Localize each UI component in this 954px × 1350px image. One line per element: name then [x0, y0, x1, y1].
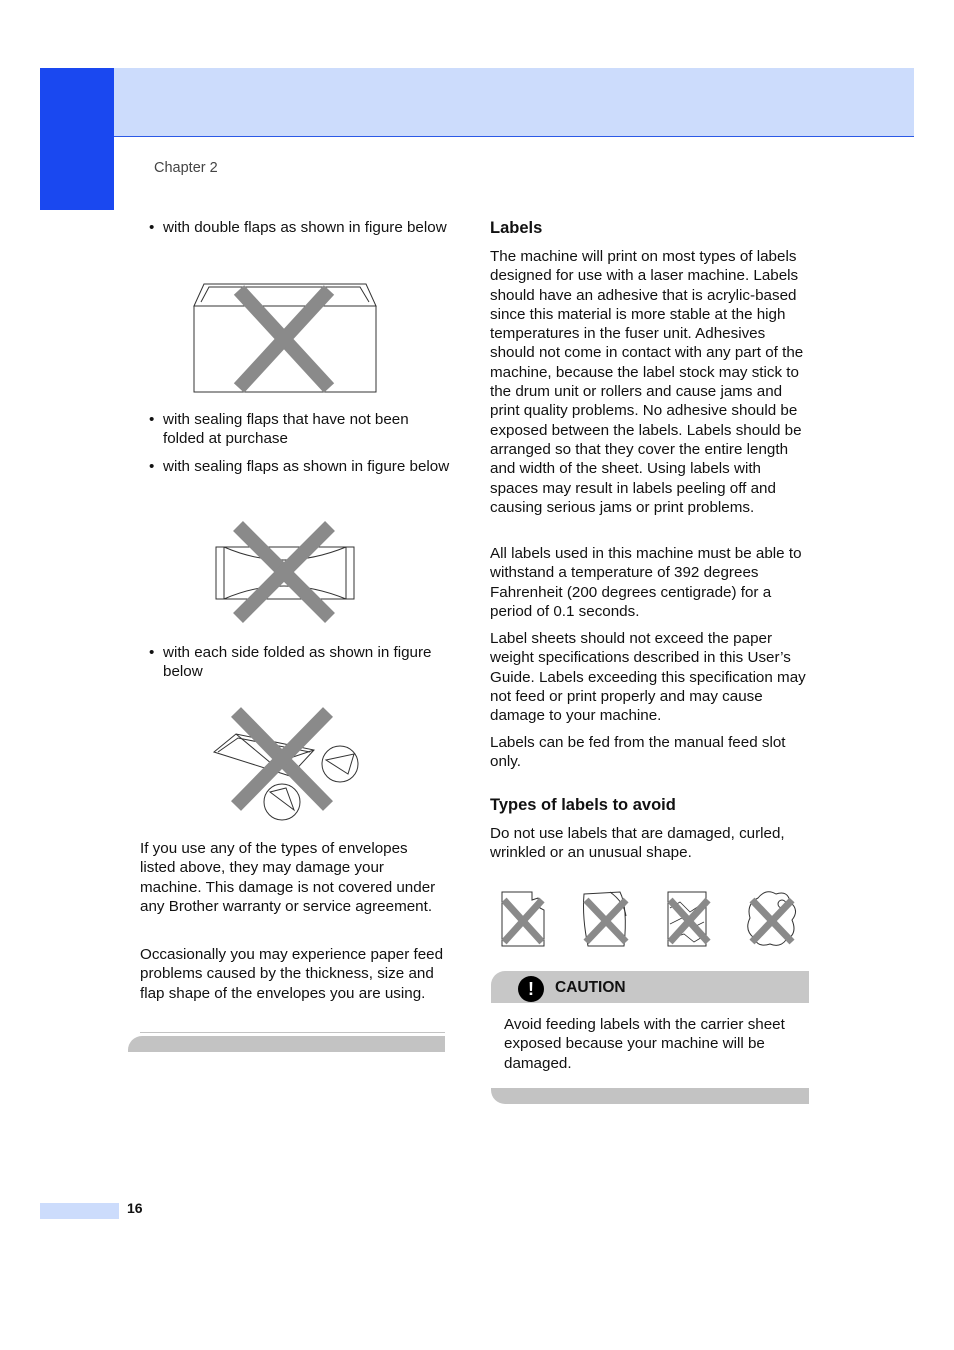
caution-end-bar	[491, 1088, 809, 1104]
chapter-label: Chapter 2	[154, 160, 218, 176]
damaged-label-figure	[498, 888, 548, 950]
envelope-feed-paragraph: Occasionally you may experience paper feed problems caused by the thickness, size and flap shape of the envelopes you are using.	[140, 946, 444, 1002]
labels-heading: Labels	[490, 219, 543, 237]
wrinkled-label-figure	[664, 888, 712, 950]
bullet-dot: •	[149, 411, 155, 428]
bullet-dot: •	[149, 644, 155, 661]
labels-weight-paragraph: Label sheets should not exceed the paper weight specifications described in this User’s Guide. Labels exceeding this specification may not feed or print properly and may cause damage to your machine.	[490, 630, 806, 725]
bullet-text: with sealing flaps that have not been folded at purchase	[163, 411, 409, 448]
envelope-sealing-flap-figure	[214, 520, 358, 624]
labels-feed-slot-paragraph: Labels can be fed from the manual feed slot only.	[490, 734, 786, 771]
divider-line	[140, 1032, 445, 1033]
bullet-text: with each side folded as shown in figure below	[163, 644, 432, 681]
page-number: 16	[127, 1200, 143, 1216]
bullet-text: with double flaps as shown in figure below	[163, 219, 447, 236]
chapter-tab	[40, 68, 114, 210]
unusual-shape-label-figure	[744, 888, 800, 950]
caution-text: Avoid feeding labels with the carrier sheet exposed because your machine will be damaged.	[504, 1016, 785, 1072]
bullet-text: with sealing flaps as shown in figure below	[163, 458, 450, 475]
section-end-bar	[128, 1036, 445, 1052]
labels-temperature-paragraph: All labels used in this machine must be able to withstand a temperature of 392 degrees Fahrenheit (200 degrees centigrade) for a period of 0.1 seconds.	[490, 545, 802, 620]
labels-paragraph: The machine will print on most types of labels designed for use with a laser machine. Labels should have an adhesive that is acrylic-based since this material is more stable at the high temperatures in the fuser unit. Adhesives should not come in contact with any part of the machine, because the label stock may stick to the drum unit or rollers and cause jams and print quality problems. No adhesive should be exposed between the labels. Labels should be arranged so that they cover the entire length and width of the sheet. Using labels with spaces may result in labels peeling off and causing serious jams or print problems.	[490, 248, 804, 516]
avoid-heading: Types of labels to avoid	[490, 796, 676, 814]
caution-label: CAUTION	[555, 979, 626, 996]
envelope-folded-sides-figure	[210, 706, 362, 824]
avoid-paragraph: Do not use labels that are damaged, curled, wrinkled or an unusual shape.	[490, 825, 785, 862]
bullet-dot: •	[149, 458, 155, 475]
header-band	[114, 68, 914, 137]
curled-label-figure	[580, 888, 632, 950]
footer-bar	[40, 1203, 119, 1219]
envelope-warning-paragraph: If you use any of the types of envelopes listed above, they may damage your machine. This damage is not covered under any Brother warranty or service agreement.	[140, 840, 436, 915]
bullet-dot: •	[149, 219, 155, 236]
envelope-double-flap-figure	[193, 282, 379, 394]
exclamation-icon: !	[518, 976, 544, 1002]
